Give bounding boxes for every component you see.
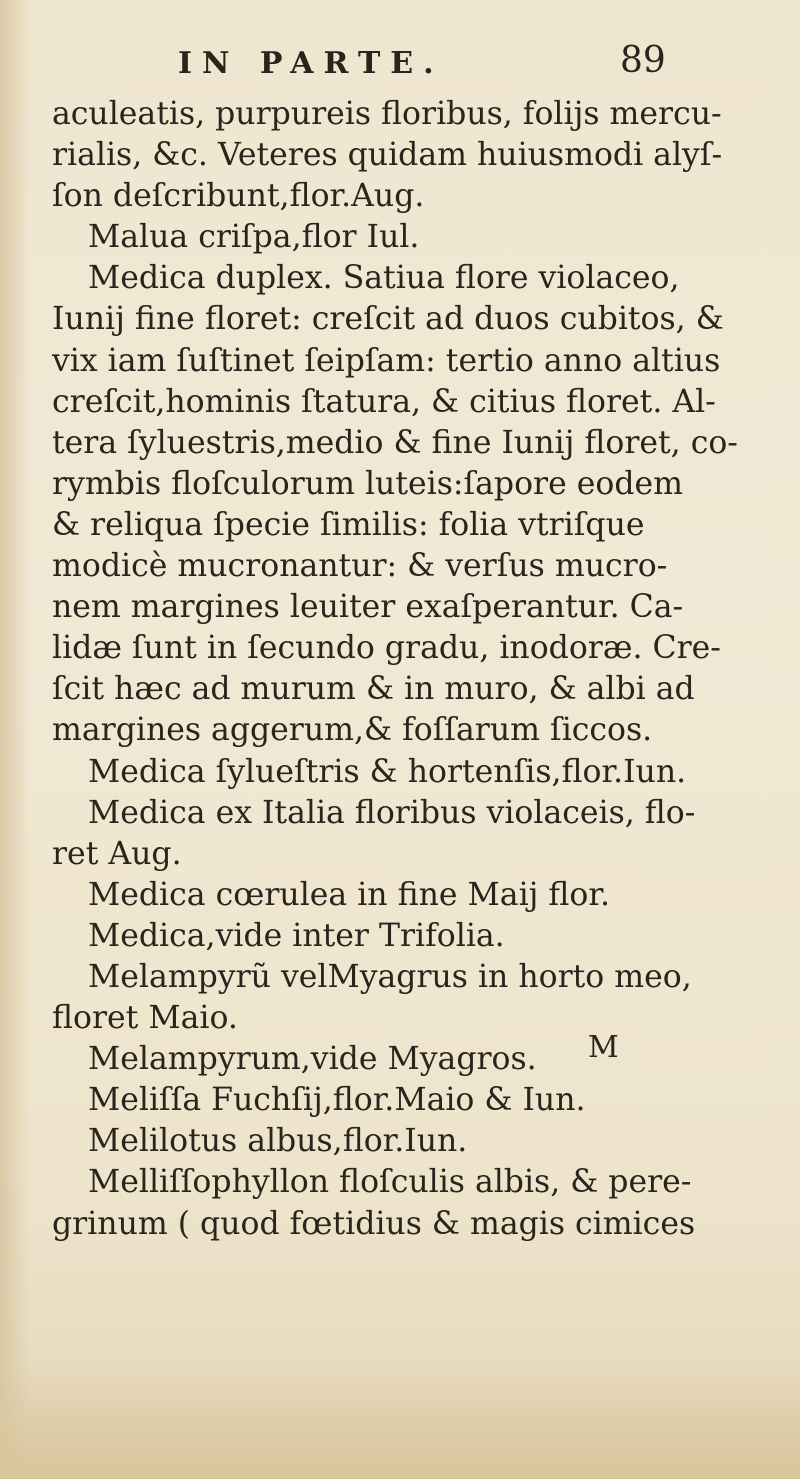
line-text: Malua criſpa,flor Iul. [88,219,420,256]
line-text: aculeatis, purpureis floribus, folijs mercu- [52,96,722,132]
line-text: lidæ ſunt in ſecundo gradu, inodoræ. Cre- [52,630,721,667]
text-line [0,464,800,505]
text-line [0,752,800,793]
line-text: ret Aug. [52,835,182,872]
text-line [0,505,800,546]
line-text: rymbis floſculorum luteis:ſapore eodem [52,465,684,502]
line-text: rialis, &c. Veteres quidam huiusmodi alyſ- [52,137,723,174]
line-text: Iunij fine floret: creſcit ad duos cubitos, & [52,301,724,338]
line-text: floret Maio. [52,1000,238,1037]
line-text: ſcit hæc ad murum & in muro, & albi ad [52,671,695,708]
text-line [0,875,800,916]
line-text: Melampyrum,vide Myagros. [88,1041,537,1078]
text-line [0,217,800,258]
line-text: nem margines leuiter exaſperantur. Ca- [52,589,684,626]
line-text: creſcit,hominis ſtatura, & citius floret. Al- [52,383,716,420]
text-line [0,1080,800,1121]
text-line [0,382,800,423]
text-line [0,1039,800,1080]
text-line [0,628,800,669]
text-line [0,299,800,340]
running-head: IN PARTE. [178,46,444,81]
page-header [0,40,800,90]
line-text: margines aggerum,& foſſarum ſiccos. [52,712,653,749]
text-line [0,176,800,217]
text-line [0,998,800,1039]
line-text: grinum ( quod fœtidius & magis cimices [52,1205,696,1242]
line-text: tera ſyluestris,medio & fine Iunij floret, co- [52,424,738,461]
line-text: modicè mucronantur: & verſus mucro- [52,548,668,585]
body-text [0,94,800,1245]
text-line [0,1204,800,1245]
text-line [0,587,800,628]
line-text: Medica duplex. Satiua flore violaceo, [88,260,680,297]
text-line [0,1162,800,1203]
text-line [0,834,800,875]
line-text: Medica,vide inter Trifolia. [88,917,505,954]
text-line [0,669,800,710]
text-line [0,1121,800,1162]
line-text: Melilotus albus,flor.Iun. [88,1123,468,1160]
line-text: ſon deſcribunt,flor.Aug. [52,178,425,215]
text-line [0,793,800,834]
line-text: Melliſſophyllon floſculis albis, & pere- [88,1164,692,1201]
catchword: M [588,1030,619,1065]
line-text: Meliſſa Fuchſij,flor.Maio & Iun. [88,1082,586,1119]
text-line [0,957,800,998]
line-text: Medica cœrulea in fine Maij flor. [88,876,611,913]
text-line [0,546,800,587]
text-line [0,135,800,176]
page-shadow-bottom [0,1359,800,1479]
text-line [0,423,800,464]
text-line [0,94,800,135]
line-text: vix iam ſuſtinet ſeipſam: tertio anno altius [52,342,721,379]
text-line [0,710,800,751]
page-number: 89 [620,40,666,81]
line-text: Medica ſylueſtris & hortenſis,flor.Iun. [88,753,687,790]
line-text: & reliqua ſpecie ſimilis: folia vtriſque [52,506,645,543]
text-line [0,916,800,957]
text-line [0,258,800,299]
text-line [0,341,800,382]
line-text: Melampyrũ velMyagrus in horto meo, [88,958,692,995]
line-text: Medica ex Italia floribus violaceis, flo- [88,794,696,831]
